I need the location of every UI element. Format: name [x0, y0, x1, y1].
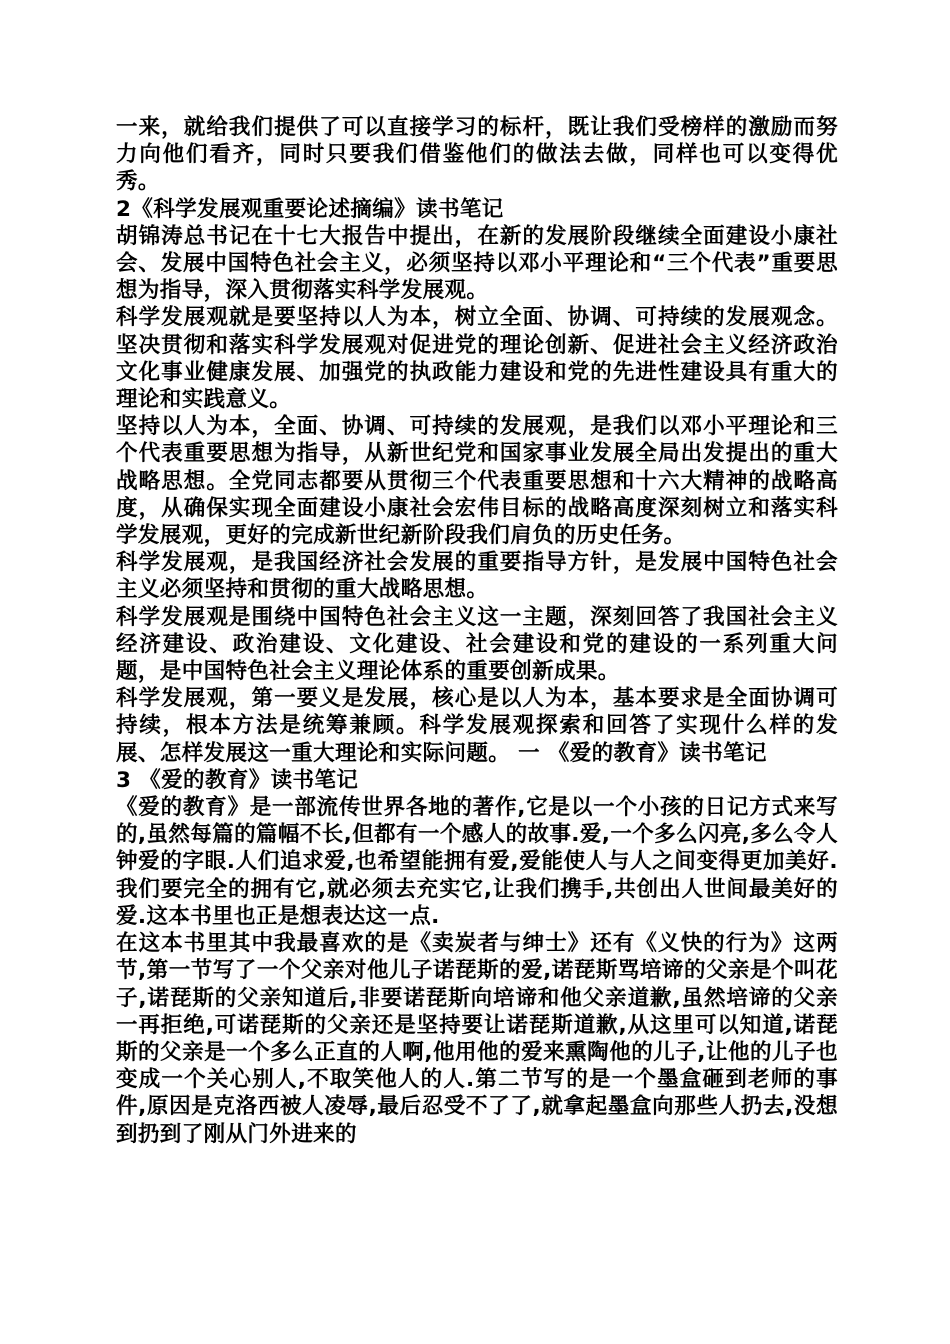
document-page — [116, 114, 838, 1148]
section-heading-2: 2《科学发展观重要论述摘编》读书笔记 — [116, 196, 504, 222]
paragraph-guiding-principle: 科学发展观，是我国经济社会发展的重要指导方针，是发展中国特色社会主义必须坚持和贯彻的重大战略思想。 — [116, 550, 838, 603]
paragraph-intro-continuation: 一来，就给我们提供了可以直接学习的标杆，既让我们受榜样的激励而努力向他们看齐，同时只要我们借鉴他们的做法去做，同样也可以变得优秀。 — [116, 115, 838, 195]
paragraph-theme: 科学发展观是围绕中国特色社会主义这一主题，深刻回答了我国社会主义经济建设、政治建设、文化建设、社会建设和党的建设的一系列重大问题，是中国特色社会主义理论体系的重要创新成果。 — [116, 604, 838, 685]
paragraph-first-essential: 科学发展观，第一要义是发展，核心是以人为本，基本要求是全面协调可持续，根本方法是统筹兼顾。科学发展观探索和回答了实现什么样的发展、怎样发展这一重大理论和实际问题。 一 《爱的教育》读书笔记 — [116, 686, 838, 766]
paragraph-education-of-love-intro: 《爱的教育》是一部流传世界各地的著作,它是以一个小孩的日记方式来写的,虽然每篇的篇幅不长,但都有一个感人的故事.爱,一个多么闪亮,多么令人钟爱的字眼.人们追求爱,也希望能拥有爱,爱能使人与人之间变得更加美好.我们要完全的拥有它,就必须去充实它,让我们携手,共创出人世间最美好的爱.这本书里也正是想表达这一点. — [116, 795, 838, 929]
paragraph-favorite-chapters: 在这本书里其中我最喜欢的是《卖炭者与绅士》还有《义快的行为》这两节,第一节写了一个父亲对他儿子诺琵斯的爱,诺琵斯骂培谛的父亲是个叫花子,诺琵斯的父亲知道后,非要诺琵斯向培谛和他父亲道歉,虽然培谛的父亲一再拒绝,可诺琵斯的父亲还是坚持要让诺琵斯道歉,从这里可以知道,诺琵斯的父亲是一个多么正直的人啊,他用他的爱来熏陶他的儿子,让他的儿子也变成一个关心别人,不取笑他人的人.第二节写的是一个墨盒砸到老师的事件,原因是克洛西被人凌辱,最后忍受不了了,就拿起墨盒向那些人扔去,没想到扔到了刚从门外进来的 — [116, 931, 838, 1147]
paragraph-people-oriented: 坚持以人为本，全面、协调、可持续的发展观，是我们以邓小平理论和三个代表重要思想为指导，从新世纪党和国家事业发展全局出发提出的重大战略思想。全党同志都要从贯彻三个代表重要思想和十六大精神的战略高度，从确保实现全面建设小康社会宏伟目标的战略高度深刻树立和落实科学发展观，更好的完成新世纪新阶段我们肩负的历史任务。 — [116, 414, 838, 549]
section-heading-3: 3 《爱的教育》读书笔记 — [116, 767, 359, 793]
paragraph-hu-jintao-report: 胡锦涛总书记在十七大报告中提出，在新的发展阶段继续全面建设小康社会、发展中国特色社会主义，必须坚持以邓小平理论和“三个代表”重要思想为指导，深入贯彻落实科学发展观。 — [116, 223, 838, 304]
paragraph-scientific-outlook-definition: 科学发展观就是要坚持以人为本，树立全面、协调、可持续的发展观念。坚决贯彻和落实科学发展观对促进党的理论创新、促进社会主义经济政治文化事业健康发展、加强党的执政能力建设和党的先进性建设具有重大的理论和实践意义。 — [116, 305, 838, 413]
